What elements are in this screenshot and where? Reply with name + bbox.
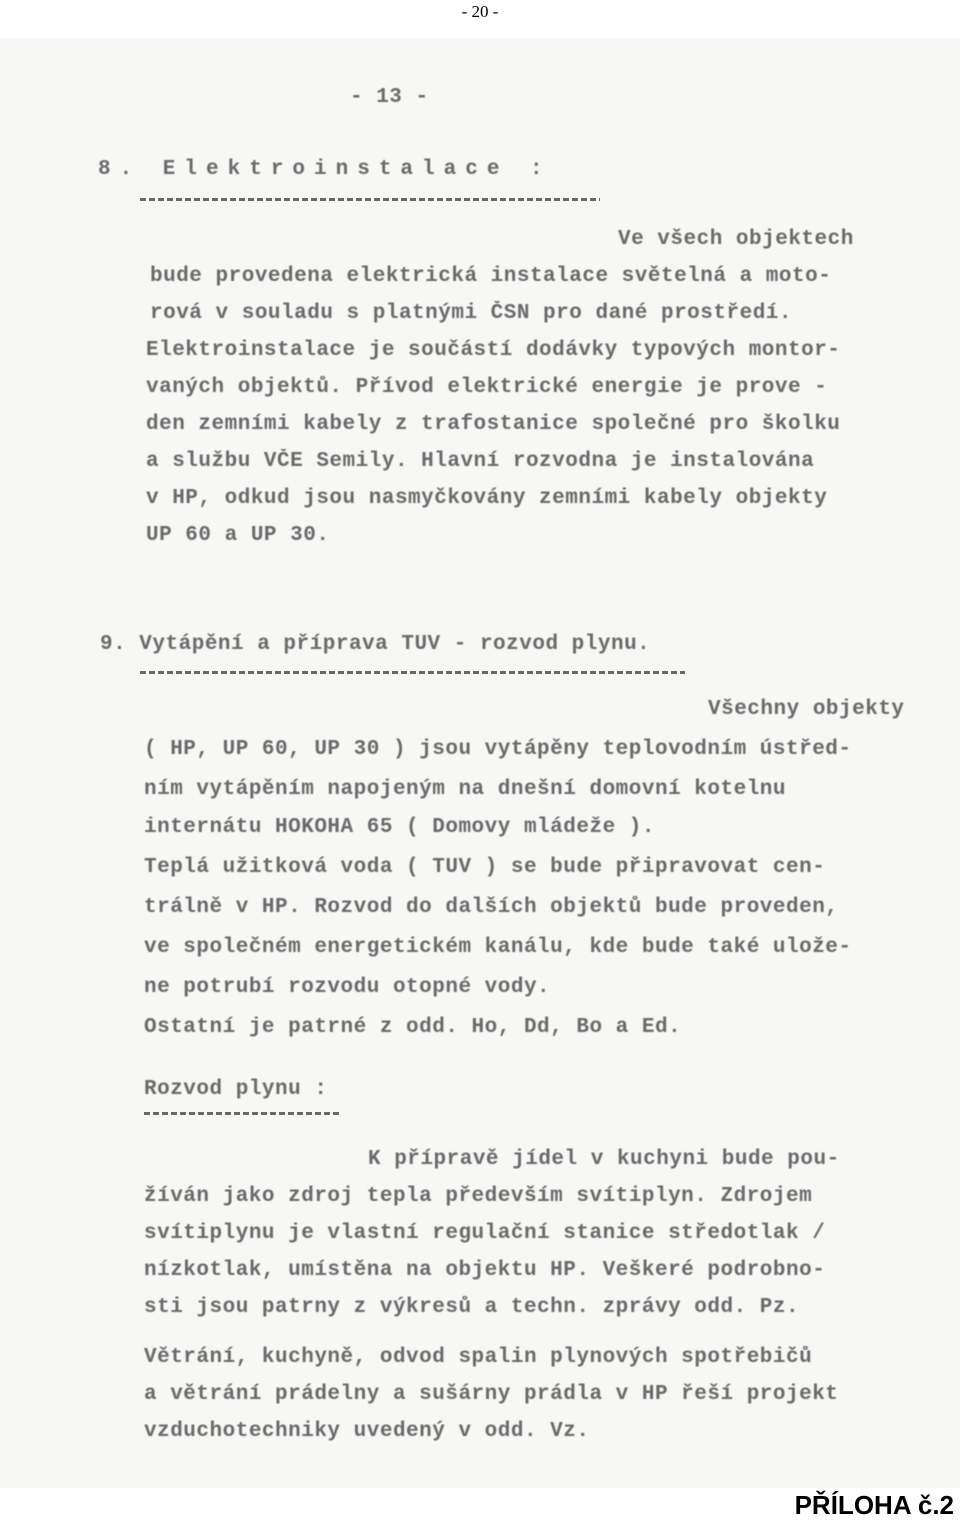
section-8-line-9: UP 60 a UP 30. [146, 524, 330, 547]
section-9-line-9: Ostatní je patrné z odd. Ho, Dd, Bo a Ed. [144, 1016, 682, 1039]
section-9-line-4: internátu HOKOHA 65 ( Domovy mládeže ). [144, 816, 655, 839]
section-8-line-3: rová v souladu s platnými ČSN pro dané prostředí. [150, 302, 793, 325]
section-9-line-3: ním vytápěním napojeným na dnešní domovní kotelnu [144, 778, 787, 801]
gas-line-8: vzduchotechniky uvedený v odd. Vz. [144, 1420, 590, 1443]
section-9-line-2: ( HP, UP 60, UP 30 ) jsou vytápěny teplovodním ústřed- [144, 738, 852, 761]
gas-heading-underline [144, 1112, 339, 1115]
gas-line-4: nízkotlak, umístěna na objektu HP. Veškeré podrobno- [144, 1259, 826, 1282]
gas-line-5: sti jsou patrny z výkresů a techn. zprávy odd. Pz. [144, 1296, 800, 1319]
gas-line-7: a větrání prádelny a sušárny prádla v HP řeší projekt [144, 1383, 839, 1406]
section-8-line-4: Elektroinstalace je součástí dodávky typových montor- [146, 339, 841, 362]
section-9-underline [140, 671, 685, 674]
section-8-line-2: bude provedena elektrická instalace světelná a moto- [150, 265, 832, 288]
typed-page-number: - 13 - [350, 86, 429, 109]
section-8-line-1: Ve všech objektech [618, 228, 854, 251]
section-9-line-8: ne potrubí rozvodu otopné vody. [144, 976, 551, 999]
section-9-line-7: ve společném energetickém kanálu, kde bude také ulože- [144, 936, 852, 959]
section-8-underline [140, 198, 600, 201]
section-8-line-7: a službu VČE Semily. Hlavní rozvodna je instalována [146, 450, 815, 473]
gas-line-2: žíván jako zdroj tepla především svítiplyn. Zdrojem [144, 1185, 813, 1208]
section-8-heading: 8. Elektroinstalace : [98, 158, 552, 181]
section-8-line-6: den zemními kabely z trafostanice společné pro školku [146, 413, 841, 436]
scanned-typewritten-page [0, 38, 960, 1488]
section-9-line-1: Všechny objekty [708, 698, 905, 721]
section-9-heading: 9. Vytápění a příprava TUV - rozvod plynu. [100, 633, 651, 656]
page-number: - 20 - [461, 2, 499, 21]
section-8-line-5: vaných objektů. Přívod elektrické energie je prove - [146, 376, 828, 399]
gas-line-3: svítiplynu je vlastní regulační stanice středotlak / [144, 1222, 826, 1245]
section-8-line-8: v HP, odkud jsou nasmyčkovány zemními kabely objekty [146, 487, 828, 510]
appendix-label: PŘÍLOHA č.2 [794, 1490, 954, 1520]
section-9-line-5: Teplá užitková voda ( TUV ) se bude připravovat cen- [144, 856, 826, 879]
gas-heading: Rozvod plynu : [144, 1078, 328, 1101]
gas-line-1: K přípravě jídel v kuchyni bude pou- [368, 1148, 840, 1171]
section-9-line-6: trálně v HP. Rozvod do dalších objektů bude proveden, [144, 896, 839, 919]
gas-line-6: Větrání, kuchyně, odvod spalin plynových spotřebičů [144, 1346, 813, 1369]
